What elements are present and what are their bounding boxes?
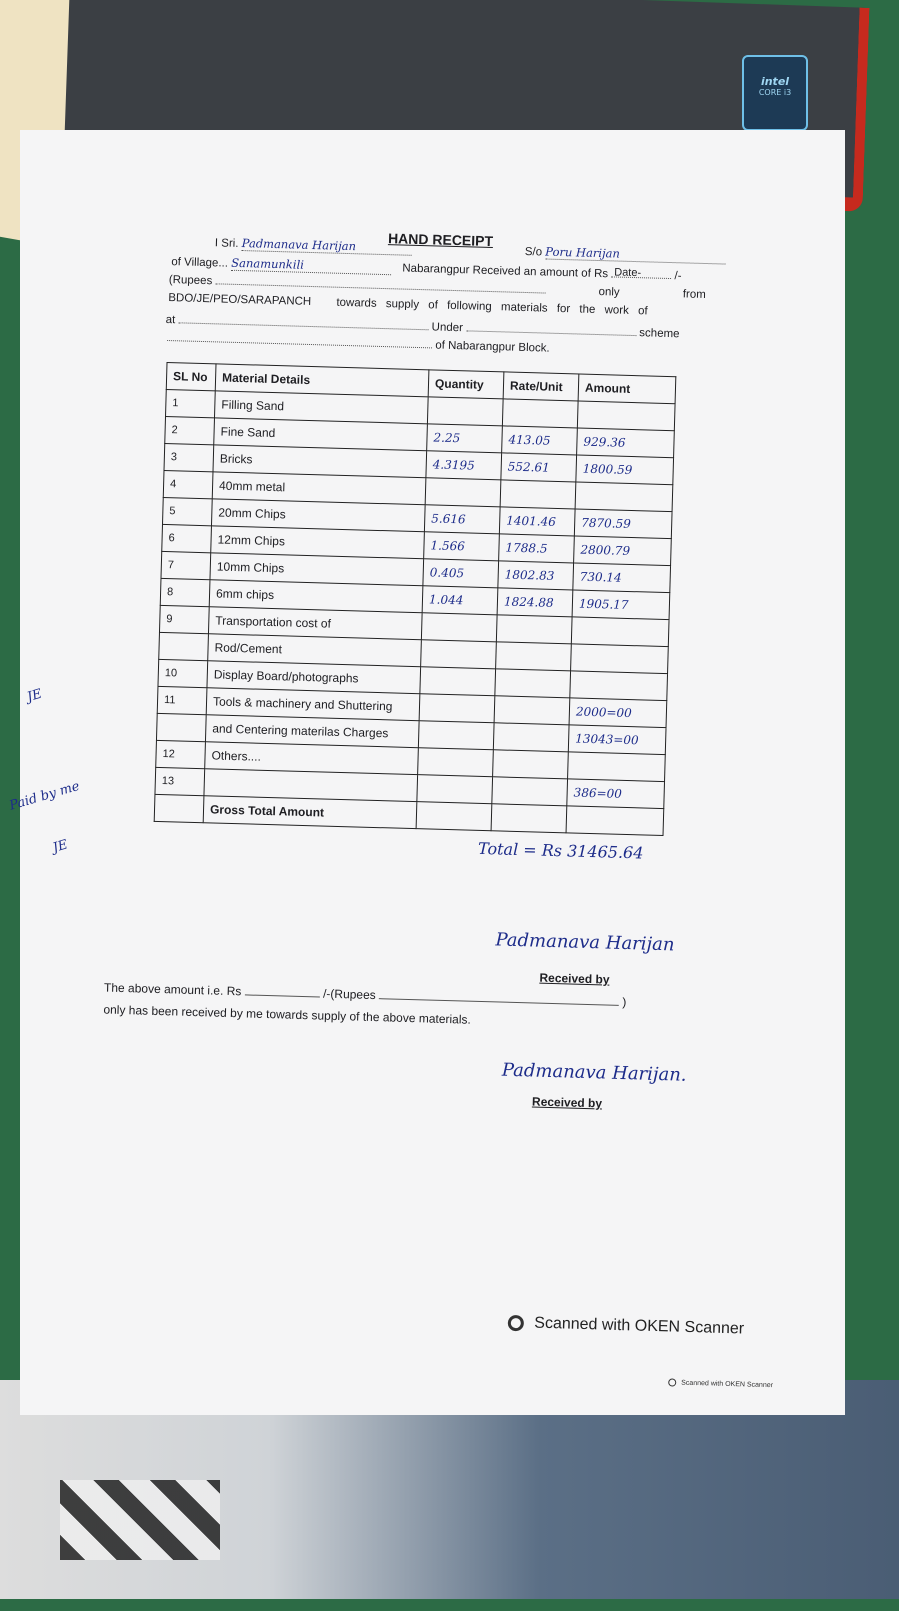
so-label: S/o [524, 245, 543, 259]
cell-sl [154, 794, 204, 822]
scheme-label: scheme [639, 327, 680, 341]
cell-amount: 386=00 [567, 779, 665, 809]
cell-rate: 1401.46 [499, 507, 575, 536]
header-rate: Rate/Unit [503, 372, 579, 401]
cell-amount: 929.36 [577, 428, 675, 458]
materials-table [154, 362, 677, 836]
received-by-label-1: Received by [539, 970, 610, 987]
header-amount: Amount [578, 374, 676, 404]
cell-rate: 552.61 [501, 453, 577, 482]
cell-quantity [421, 613, 497, 642]
close-paren: ) [622, 994, 627, 1010]
cell-rate [495, 669, 571, 698]
cell-amount [568, 752, 666, 782]
received-text: Nabarangpur Received an amount of Rs [402, 262, 609, 281]
cell-amount: 13043=00 [568, 725, 666, 755]
oken-logo-small-icon [668, 1378, 676, 1386]
only-statement: only has been received by me towards supply of the above materials. [103, 1002, 472, 1027]
cell-material: Fine Sand [214, 418, 428, 451]
sticker-brand: intel [760, 75, 790, 88]
amount-line [245, 994, 320, 997]
header-quantity: Quantity [428, 370, 504, 399]
block-blank [167, 340, 432, 348]
cell-material: Bricks [213, 445, 427, 478]
margin-paid-note: Paid by me [7, 778, 82, 814]
cell-rate [492, 777, 568, 806]
cell-sl: 3 [164, 443, 214, 471]
cell-amount: 1905.17 [572, 590, 670, 620]
cell-sl: 10 [158, 659, 208, 687]
oken-watermark-small [668, 1378, 773, 1389]
cell-material: Tools & machinery and Shuttering [206, 688, 420, 721]
received-by-label-2: Received by [531, 1094, 603, 1111]
father-name: Poru Harijan [545, 245, 725, 265]
handwritten-total: Total = Rs 31465.64 [477, 838, 644, 863]
cell-rate: 1788.5 [499, 534, 575, 563]
rupees-text: /-(Rupees [322, 986, 376, 1003]
cell-rate [500, 480, 576, 509]
cell-amount [571, 644, 669, 674]
cell-rate: 1824.88 [497, 588, 573, 617]
cell-sl: 7 [161, 551, 211, 579]
cell-quantity: 0.405 [423, 559, 499, 588]
village-name: Sanamunkili [231, 256, 391, 275]
cell-rate [502, 399, 578, 428]
cell-sl: 8 [160, 578, 210, 606]
cell-amount [575, 482, 673, 512]
rupees-label: (Rupees [168, 274, 213, 288]
village-label: of Village... [171, 256, 229, 270]
cell-quantity [420, 667, 496, 696]
cell-quantity [425, 478, 501, 507]
cell-material: Rod/Cement [208, 634, 422, 667]
cell-rate: 1802.83 [498, 561, 574, 590]
cell-quantity [418, 748, 494, 777]
from-label: from [682, 288, 706, 302]
cell-sl [159, 632, 209, 660]
cell-quantity: 2.25 [427, 424, 503, 453]
cell-material: Gross Total Amount [203, 796, 417, 829]
cell-sl: 13 [155, 767, 205, 795]
cell-amount [566, 806, 664, 836]
cell-quantity: 1.044 [422, 586, 498, 615]
at-label: at [165, 313, 176, 327]
cell-material: Others.... [205, 742, 419, 775]
block-line [167, 332, 550, 355]
cell-material: 12mm Chips [211, 526, 425, 559]
cell-rate [496, 615, 572, 644]
cell-rate [494, 696, 570, 725]
cell-material: 10mm Chips [210, 553, 424, 586]
cell-amount: 7870.59 [574, 509, 672, 539]
only-label: only [598, 286, 620, 299]
cell-sl: 2 [165, 416, 215, 444]
signature-1: Padmanava Harijan [495, 929, 675, 956]
at-blank [178, 322, 428, 330]
cell-rate [491, 804, 567, 833]
cell-rate [496, 642, 572, 671]
oken-watermark-text: Scanned with OKEN Scanner [534, 1314, 745, 1338]
cell-quantity [427, 397, 503, 426]
cell-quantity [419, 694, 495, 723]
margin-je-sign: JE [25, 686, 44, 706]
towards-text: towards supply of following materials for the work of [336, 296, 648, 318]
cell-amount: 730.14 [573, 563, 671, 593]
cell-sl: 11 [157, 686, 207, 714]
rupees-line-blank [379, 998, 619, 1006]
cell-material: and Centering materilas Charges [205, 715, 419, 748]
oken-logo-icon [508, 1315, 524, 1331]
cell-amount [571, 617, 669, 647]
cell-material: Transportation cost of [208, 607, 422, 640]
header-material: Material Details [215, 364, 429, 397]
cell-quantity [416, 802, 492, 831]
amount-blank [611, 276, 671, 279]
cell-material: 20mm Chips [211, 499, 425, 532]
cell-sl: 5 [162, 497, 212, 525]
rupees-blank [215, 283, 545, 293]
cell-quantity: 5.616 [424, 505, 500, 534]
block-label: of Nabarangpur Block. [435, 339, 550, 355]
oken-watermark-small-text: Scanned with OKEN Scanner [681, 1379, 774, 1390]
cell-material: 6mm chips [209, 580, 423, 613]
cell-sl: 1 [166, 389, 216, 417]
cell-quantity [421, 640, 497, 669]
cell-amount: 2800.79 [574, 536, 672, 566]
bdo-label: BDO/JE/PEO/SARAPANCH [168, 292, 312, 309]
cell-amount [570, 671, 668, 701]
cell-quantity [417, 775, 493, 804]
amount-text: The above amount i.e. Rs [103, 980, 242, 999]
cell-rate [493, 750, 569, 779]
date-label: Date- [614, 266, 642, 280]
cell-amount: 2000=00 [569, 698, 667, 728]
cell-material: 40mm metal [212, 472, 426, 505]
cell-quantity: 4.3195 [426, 451, 502, 480]
cell-sl: 9 [159, 605, 209, 633]
cell-rate [493, 723, 569, 752]
cell-amount [577, 401, 675, 431]
under-blank [466, 330, 636, 336]
margin-jtr-sign: JE [51, 837, 70, 856]
signature-2: Padmanava Harijan. [501, 1059, 687, 1086]
cell-sl: 4 [163, 470, 213, 498]
cell-quantity [418, 721, 494, 750]
cell-material: Display Board/photographs [207, 661, 421, 694]
cell-material: Filling Sand [214, 391, 428, 424]
cell-rate: 413.05 [502, 426, 578, 455]
receipt-title: HAND RECEIPT [387, 230, 494, 250]
slash-label: /- [674, 270, 682, 283]
cell-sl: 12 [156, 740, 206, 768]
cell-amount: 1800.59 [576, 455, 674, 485]
under-label: Under [431, 321, 464, 335]
cell-sl [156, 713, 206, 741]
payee-name: Padmanava Harijan [242, 236, 412, 256]
oken-watermark [508, 1314, 745, 1339]
cell-quantity: 1.566 [424, 532, 500, 561]
sticker-model: CORE i3 [758, 88, 792, 97]
sri-label: I Sri. [214, 237, 239, 250]
header-sl: SL No [166, 363, 216, 391]
cell-sl: 6 [162, 524, 212, 552]
